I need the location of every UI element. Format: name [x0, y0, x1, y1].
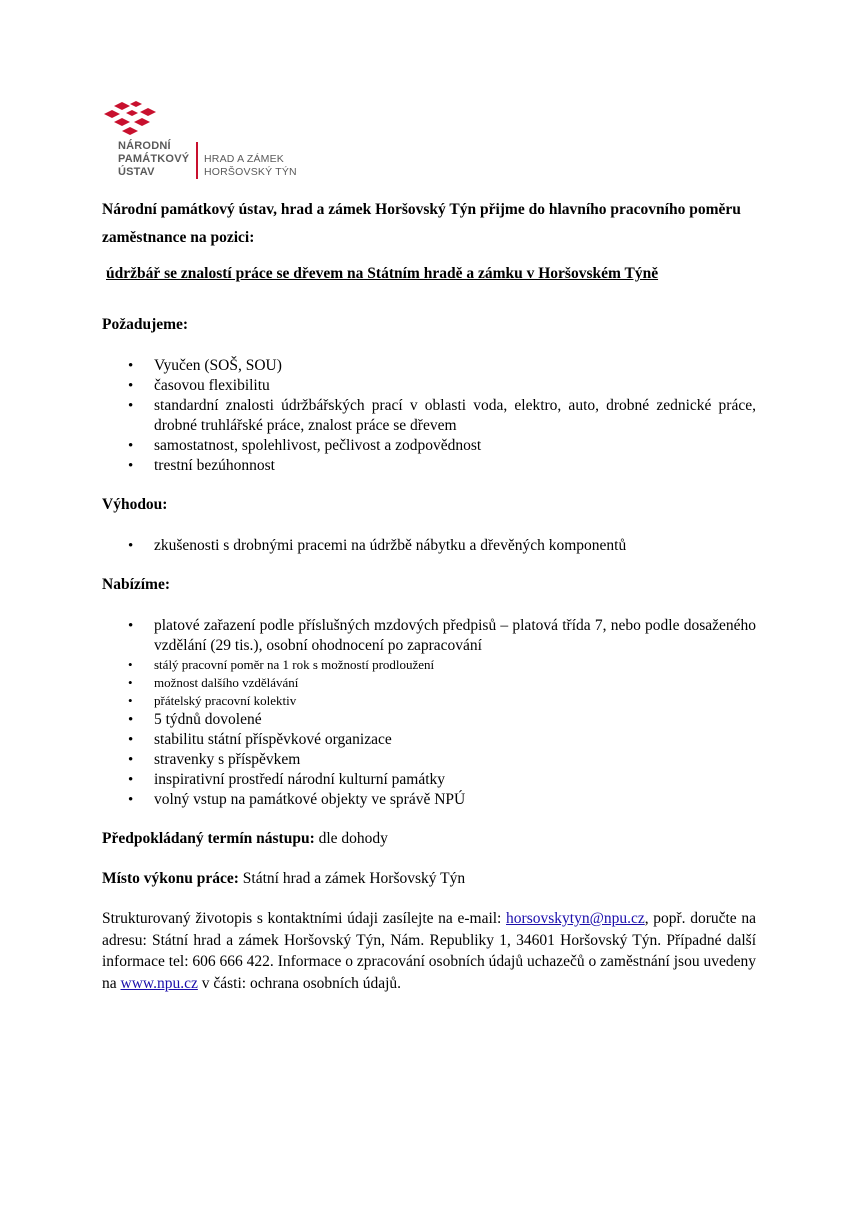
list-item: • trestní bezúhonnost	[102, 456, 756, 476]
offer-list	[102, 616, 756, 810]
advantage-heading: Výhodou:	[102, 496, 168, 513]
start-date-label: Předpokládaný termín nástupu:	[102, 830, 315, 847]
list-item: • samostatnost, spolehlivost, pečlivost a zodpovědnost	[102, 436, 756, 456]
contact-text: , popř. doručte na adresu: Státní hrad a zámek Horšovský Týn, Nám. Republiky 1, 34601 Horšovský Týn. Případné další informace tel: 606 666 422. Informace o zpracování osobních údajů uchazečů o zaměstnání jsou uvedeny na	[102, 910, 756, 992]
list-item: • platové zařazení podle příslušných mzdových předpisů – platová třída 7, nebo podle dosaženého vzdělání (29 tis.), osobní ohodnocení po zapracování	[102, 616, 756, 656]
list-item: • volný vstup na památkové objekty ve správě NPÚ	[102, 790, 756, 810]
contact-text: v části: ochrana osobních údajů.	[197, 974, 402, 992]
workplace-label: Místo výkonu práce:	[102, 870, 239, 887]
start-date-line	[102, 829, 756, 849]
list-item: • přátelský pracovní kolektiv	[102, 692, 756, 710]
list-item: • časovou flexibilitu	[102, 376, 756, 396]
advantage-list	[102, 536, 756, 556]
contact-text: Strukturovaný životopis s kontaktními údaji zasílejte na e-mail:	[102, 910, 507, 927]
logo-site-name: HRAD A ZÁMEK HORŠOVSKÝ TÝN	[204, 153, 297, 178]
list-item: • stabilitu státní příspěvkové organizace	[102, 730, 756, 750]
intro-paragraph: Národní památkový ústav, hrad a zámek Horšovský Týn přijme do hlavního pracovního poměru zaměstnance na pozici:	[102, 201, 741, 246]
npu-emblem-icon	[100, 100, 160, 140]
email-link[interactable]: horsovskytyn@npu.cz	[506, 910, 645, 927]
list-item: • stálý pracovní poměr na 1 rok s možností prodloužení	[102, 656, 756, 674]
position-title: údržbář se znalostí práce se dřevem na Státním hradě a zámku v Horšovském Týně	[106, 265, 659, 282]
workplace-value: Státní hrad a zámek Horšovský Týn	[238, 870, 466, 887]
list-item: • zkušenosti s drobnými pracemi na údržbě nábytku a dřevěných komponentů	[102, 536, 756, 556]
list-item: • 5 týdnů dovolené	[102, 710, 756, 730]
list-item: • Vyučen (SOŠ, SOU)	[102, 356, 756, 376]
logo-divider	[196, 142, 198, 179]
logo-org-name: NÁRODNÍ PAMÁTKOVÝ ÚSTAV	[118, 140, 190, 178]
workplace-line	[102, 869, 756, 889]
npu-logo	[100, 100, 310, 182]
list-item: • možnost dalšího vzdělávání	[102, 674, 756, 692]
list-item: • stravenky s příspěvkem	[102, 750, 756, 770]
offer-heading: Nabízíme:	[102, 576, 171, 593]
website-link[interactable]: www.npu.cz	[120, 974, 198, 992]
list-item: • inspirativní prostředí národní kulturní památky	[102, 770, 756, 790]
requirements-list	[102, 356, 756, 476]
contact-paragraph	[102, 908, 756, 994]
requirements-heading: Požadujeme:	[102, 316, 189, 333]
list-item: • standardní znalosti údržbářských prací v oblasti voda, elektro, auto, drobné zednické práce, drobné truhlářské práce, znalost práce se dřevem	[102, 396, 756, 436]
start-date-value: dle dohody	[314, 830, 388, 847]
